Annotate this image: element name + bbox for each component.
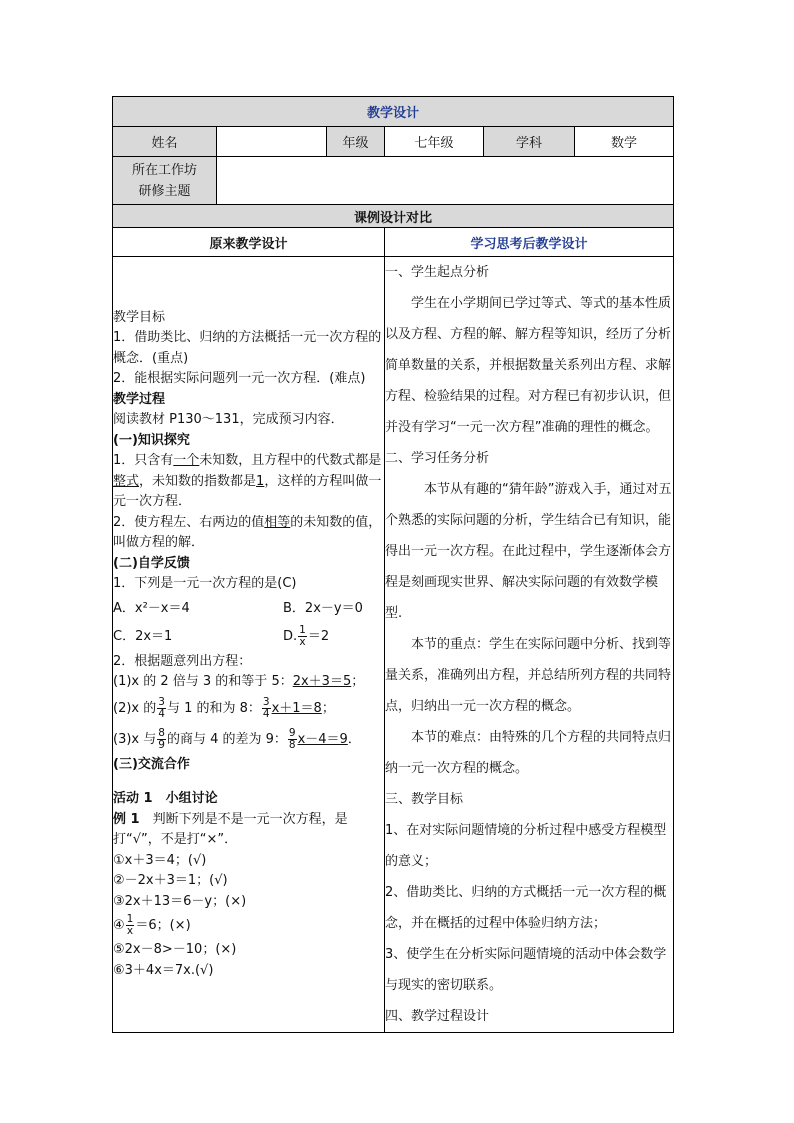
section1-heading: 一、学生起点分析 xyxy=(385,265,490,280)
goal-2: 2．能根据实际问题列一元一次方程．(难点) xyxy=(113,371,366,387)
example-item-3: ③2x＋13＝6－y；(×) xyxy=(113,893,247,909)
example-item-6: ⑥3＋4x＝7x.(√) xyxy=(113,962,214,978)
revised-design-content xyxy=(385,257,674,1033)
part1-heading: (一)知识探究 xyxy=(113,432,190,448)
section3-heading: 三、教学目标 xyxy=(385,792,464,807)
workshop-label-line1: 所在工作坊 xyxy=(131,162,197,178)
grade-value: 七年级 xyxy=(385,127,484,157)
table-title: 教学设计 xyxy=(367,106,420,121)
section4-heading: 四、教学过程设计 xyxy=(385,1009,490,1024)
original-design-header: 原来教学设计 xyxy=(113,228,385,257)
options-cd xyxy=(113,622,384,652)
name-label: 姓名 xyxy=(113,127,217,157)
question-2-3: (3)x 与 $\frac{8}{9}$ 的商与 4 的差为 9： $\frac{9}{8}$ x－4＝9． xyxy=(113,726,361,751)
original-design-content xyxy=(113,257,385,1033)
activity-heading: 活动 1 小组讨论 xyxy=(113,791,218,807)
section2-difficulty: 本节的难点：由特殊的几个方程的共同特点归纳一元一次方程的概念。 xyxy=(385,730,672,776)
part2-heading: (二)自学反馈 xyxy=(113,555,190,571)
knowledge-2: 2．使方程左、右两边的值相等的未知数的值，叫做方程的解． xyxy=(113,514,382,551)
knowledge-1: 1．只含有一个未知数，且方程中的代数式都是整式，未知数的指数都是1，这样的方程叫做一元一次方程． xyxy=(113,453,382,510)
question-2-1: (1)x 的 2 倍与 3 的和等于 5：2x＋3＝5； xyxy=(113,674,365,690)
section3-goal-3: 3、使学生在分析实际问题情境的活动中体会数学与现实的密切联系。 xyxy=(385,947,667,993)
section1-body: 学生在小学期间已学过等式、等式的基本性质以及方程、方程的解、解方程等知识，经历了分析简单数量的关系，并根据数量关系列出方程、求解方程、检验结果的过程。对方程已有初步认识，但并没有学习“一元一次方程”准确的理性的概念。 xyxy=(385,296,672,435)
goal-1: 1．借助类比、归纳的方法概括一元一次方程的概念．(重点) xyxy=(113,330,382,366)
subject-value: 数学 xyxy=(575,127,674,157)
example-item-5: ⑤2x－8>－10；(×) xyxy=(113,942,237,958)
compare-header: 课例设计对比 xyxy=(113,205,674,228)
workshop-value xyxy=(217,157,674,205)
goals-heading: 教学目标 xyxy=(113,309,166,325)
option-b: B．2x－y＝0 xyxy=(283,600,363,616)
example-item-2: ②－2x＋3＝1；(√) xyxy=(113,873,228,889)
subject-label: 学科 xyxy=(484,127,575,157)
reading-task: 阅读教材 P130～131，完成预习内容． xyxy=(113,412,344,428)
lesson-design-table xyxy=(112,96,674,1033)
workshop-label-line2: 研修主题 xyxy=(138,183,191,199)
example-item-1: ①x＋3＝4；(√) xyxy=(113,852,207,868)
options-ab xyxy=(113,595,384,622)
section3-goal-1: 1、在对实际问题情境的分析过程中感受方程模型的意义； xyxy=(385,823,667,869)
part3-heading: (三)交流合作 xyxy=(113,756,190,772)
option-c: C．2x＝1 xyxy=(113,628,173,644)
table-title-cell xyxy=(113,97,674,127)
option-d: D. $\frac{1}{x}$ ＝2 xyxy=(283,623,330,648)
section3-goal-2: 2、借助类比、归纳的方式概括一元一次方程的概念，并在概括的过程中体验归纳方法； xyxy=(385,885,667,931)
option-a: A．x²－x＝4 xyxy=(113,600,190,616)
revised-design-header: 学习思考后教学设计 xyxy=(385,228,674,257)
section2-body: 本节从有趣的“猜年龄”游戏入手，通过对五个熟悉的实际问题的分析，学生结合已有知识，能得出一元一次方程。在此过程中，学生逐渐体会方程是刻画现实世界、解决实际问题的有效数学模型. xyxy=(385,482,672,621)
process-heading: 教学过程 xyxy=(113,391,166,407)
grade-label: 年级 xyxy=(327,127,385,157)
section2-key-point: 本节的重点：学生在实际问题中分析、找到等量关系，准确列出方程，并总结所列方程的共同特点，归纳出一元一次方程的概念。 xyxy=(385,637,672,714)
question-1: 1．下列是一元一次方程的是(C) xyxy=(113,576,297,592)
example-item-4: ④ $\frac{1}{x}$ ＝6；(×) xyxy=(113,913,191,938)
section2-heading: 二、学习任务分析 xyxy=(385,451,490,466)
workshop-label-cell xyxy=(113,157,217,205)
question-2-2: (2)x 的 $\frac{3}{4}$ 与 1 的和为 8： $\frac{3}{4}$ x＋1＝8； xyxy=(113,695,335,720)
name-value xyxy=(217,127,327,157)
example-1: 例 1 判断下列是不是一元一次方程，是打“√”，不是打“×”． xyxy=(113,811,348,848)
question-2: 2．根据题意列出方程： xyxy=(113,653,252,669)
